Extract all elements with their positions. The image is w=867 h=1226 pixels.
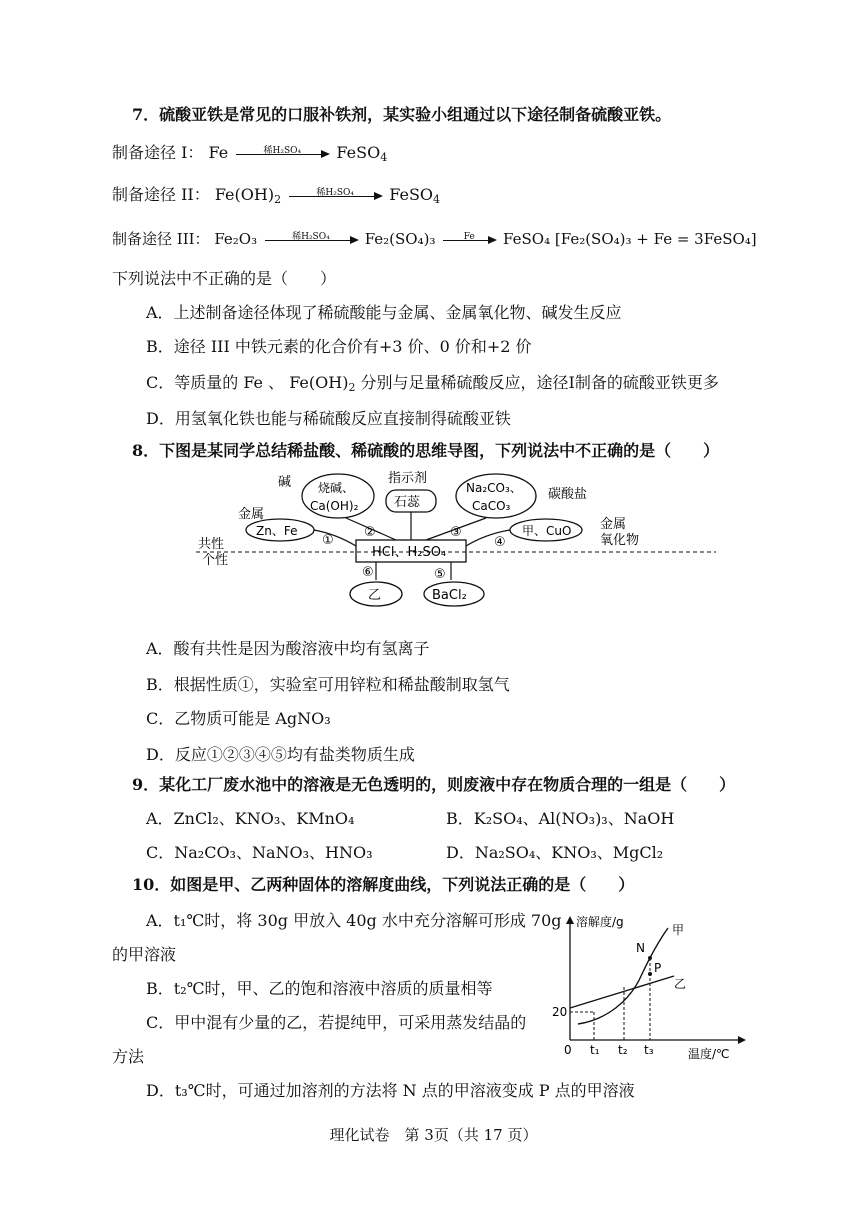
oxide-label2: 氧化物 (600, 533, 640, 548)
t1-label: t₁ (590, 1043, 600, 1057)
mind-map-diagram (196, 468, 716, 618)
individual-label: 个性 (202, 553, 229, 568)
label-2: ② (364, 525, 376, 540)
page-footer: 理化试卷 第 3页（共 17 页） (329, 1126, 538, 1144)
q7-ask: 下列说法中不正确的是（ ） (112, 269, 337, 288)
q10-option-d: D．t₃℃时，可通过加溶剂的方法将 N 点的甲溶液变成 P 点的甲溶液 (146, 1081, 635, 1100)
route2-product: FeSO (389, 185, 434, 204)
q7-option-b: B．途径 III 中铁元素的化合价有+3 价、0 价和+2 价 (146, 337, 532, 356)
oxide-label1: 金属 (600, 517, 627, 532)
indicator-name: 石蕊 (394, 495, 421, 510)
y-axis-label: 溶解度/g (576, 915, 624, 929)
q7-option-a: A．上述制备途径体现了稀硫酸能与金属、金属氧化物、碱发生反应 (146, 303, 622, 322)
salt-item2: CaCO₃ (472, 499, 511, 513)
route1-label: 制备途径 I： (112, 143, 204, 162)
solubility-graph (550, 912, 750, 1062)
q7-stem: 7．硫酸亚铁是常见的口服补铁剂，某实验小组通过以下途径制备硫酸亚铁。 (132, 105, 672, 124)
q7-route1: 制备途径 I： Fe 稀H₂SO₄ FeSO$_4$ (112, 143, 388, 164)
label-5: ⑤ (434, 567, 446, 582)
label-4: ④ (494, 535, 506, 550)
q7-option-d: D．用氢氧化铁也能与稀硫酸反应直接制得硫酸亚铁 (146, 409, 511, 428)
curve-jia (578, 928, 668, 1024)
indicator-label: 指示剂 (388, 471, 428, 486)
bacl2-text: BaCl₂ (432, 588, 467, 603)
yi-text: 乙 (368, 588, 382, 603)
route3-arrow1: 稀H₂SO₄ (265, 231, 357, 249)
metal-label: 金属 (238, 507, 265, 522)
q8-option-d: D．反应①②③④⑤均有盐类物质生成 (146, 745, 415, 764)
route3-arrow2: Fe (443, 231, 495, 249)
q8-stem: 8．下图是某同学总结稀盐酸、稀硫酸的思维导图，下列说法中不正确的是（ ） (132, 441, 720, 460)
salt-item1: Na₂CO₃、 (466, 481, 522, 495)
t2-label: t₂ (618, 1043, 628, 1057)
label-6: ⑥ (362, 565, 374, 580)
route3-mid: Fe₂(SO₄)₃ (364, 230, 436, 248)
q9-option-a: A．ZnCl₂、KNO₃、KMnO₄ (146, 809, 355, 828)
q9-option-c: C．Na₂CO₃、NaNO₃、HNO₃ (146, 843, 373, 862)
route3-product: FeSO₄ (503, 230, 551, 248)
q8-option-c: C．乙物质可能是 AgNO₃ (146, 709, 331, 728)
q10-option-a-line2: 的甲溶液 (112, 945, 177, 964)
center-text: HCl、H₂SO₄ (372, 545, 447, 560)
q10-option-b: B．t₂℃时，甲、乙的饱和溶液中溶质的质量相等 (146, 979, 493, 998)
jia-label: 甲 (672, 923, 685, 937)
yi-label: 乙 (674, 977, 687, 991)
label-1: ① (322, 533, 334, 548)
q10-stem: 10．如图是甲、乙两种固体的溶解度曲线，下列说法正确的是（ ） (132, 875, 635, 894)
q9-option-d: D．Na₂SO₄、KNO₃、MgCl₂ (446, 843, 664, 862)
metal-items: Zn、Fe (256, 524, 298, 538)
route1-reactant: Fe (208, 143, 229, 162)
y-20-label: 20 (552, 1005, 568, 1019)
t3-label: t₃ (644, 1043, 654, 1057)
route1-product: FeSO (336, 143, 381, 162)
q7-route3 (112, 228, 757, 250)
route2-label: 制备途径 II： (112, 185, 210, 204)
route3-note: [Fe₂(SO₄)₃ + Fe = 3FeSO₄] (554, 230, 757, 248)
oxide-items: 甲、CuO (522, 524, 572, 538)
q10-option-c-line1: C．甲中混有少量的乙，若提纯甲，可采用蒸发结晶的 (146, 1013, 527, 1032)
common-label: 共性 (198, 537, 225, 552)
q8-option-a: A．酸有共性是因为酸溶液中均有氢离子 (146, 639, 430, 658)
base-label: 碱 (278, 475, 292, 490)
route3-reactant: Fe₂O₃ (214, 230, 258, 248)
q7-option-c: C．等质量的 Fe 、 $Fe(OH)_2$ 分别与足量稀硫酸反应，途径Ⅰ制备的硫酸亚铁更多 (146, 373, 719, 394)
p-label: P (654, 961, 662, 975)
origin-label: 0 (564, 1043, 572, 1057)
q10-option-c-line2: 方法 (112, 1047, 145, 1066)
point-p (648, 972, 652, 976)
route1-arrow: 稀H₂SO₄ (236, 145, 328, 163)
point-n (648, 956, 652, 960)
route2-arrow: 稀H₂SO₄ (289, 187, 381, 205)
q9-option-b: B．K₂SO₄、Al(NO₃)₃、NaOH (446, 809, 675, 828)
route3-label: 制备途径 III： (112, 230, 210, 248)
route2-reactant: Fe(OH) (214, 185, 275, 204)
q7-route2: 制备途径 II： $Fe(OH)_2$ 稀H₂SO₄ FeSO$_4$ (112, 185, 441, 206)
q9-stem: 9．某化工厂废水池中的溶液是无色透明的，则废液中存在物质合理的一组是（ ） (132, 775, 736, 794)
n-label: N (636, 941, 645, 955)
salt-label: 碳酸盐 (548, 487, 588, 502)
base-text: 烧碱、 (318, 481, 355, 495)
q8-option-b: B．根据性质①，实验室可用锌粒和稀盐酸制取氢气 (146, 675, 510, 694)
label-3: ③ (450, 525, 462, 540)
q10-option-a-line1: A．t₁℃时，将 30g 甲放入 40g 水中充分溶解可形成 70g (146, 911, 562, 930)
base-item: Ca(OH)₂ (310, 499, 359, 513)
x-axis-label: 温度/℃ (688, 1047, 730, 1061)
